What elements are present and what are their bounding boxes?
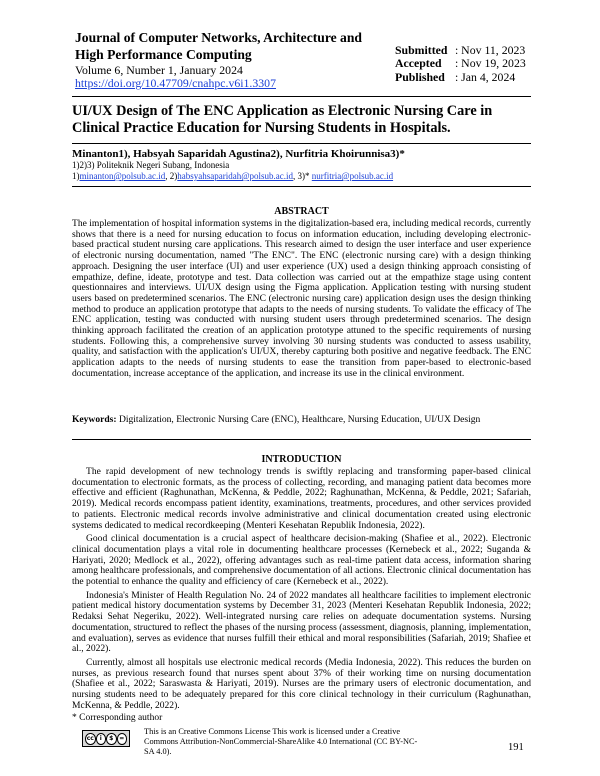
cc-icon: cc	[85, 733, 96, 745]
authors: Minanton1), Habsyah Saparidah Agustina2), Nurfitria Khoirunnisa3)*	[72, 148, 405, 160]
doi-link[interactable]: https://doi.org/10.47709/cnahpc.v6i1.3307	[75, 76, 276, 90]
introduction-heading: INTRODUCTION	[261, 454, 342, 465]
page-number: 191	[508, 742, 524, 753]
license-text: This is an Creative Commons License This work is licensed under a Creative Commons Attribution-NonCommercial-ShareAlike 4.0 International (CC BY-NC-SA 4.0).	[144, 727, 418, 756]
divider	[72, 96, 531, 97]
doi-line	[75, 77, 276, 90]
journal-name: Journal of Computer Networks, Architecture and High Performance Computing	[75, 30, 362, 62]
journal-issue: Volume 6, Number 1, January 2024	[75, 63, 243, 77]
cc-license-badge[interactable]	[82, 730, 130, 747]
accepted-label: Accepted	[395, 56, 442, 71]
email-1-prefix: 1)	[72, 171, 80, 181]
paragraph: Currently, almost all hospitals use electronic medical records (Media Indonesia, 2022). This reduces the burden on nurses, as previous research found that nurses spent about 37% of their working time on nursing documentation (Shafiee et al., 2022; Saraswasta & Hariyati, 2019). Nurses are the primary users of electronic documentation, and nursing students need to be adequately prepared for this core clinical technology in their curriculum (Raghunathan, McKenna, & Peddle, 2022).	[72, 656, 531, 711]
nc-icon: $	[106, 733, 117, 745]
corresponding-author-note: * Corresponding author	[72, 713, 163, 723]
email-3[interactable]: nurfitria@polsub.ac.id	[311, 171, 394, 181]
published-date: : Jan 4, 2024	[454, 69, 516, 84]
email-3-prefix: , 3)*	[293, 171, 310, 181]
submitted-label: Submitted	[395, 43, 448, 57]
accepted-date: : Nov 19, 2023	[454, 56, 526, 71]
email-2-prefix: , 2)	[165, 171, 178, 181]
divider	[72, 143, 531, 144]
keywords	[72, 415, 492, 426]
email-1[interactable]: minanton@polsub.ac.id	[79, 171, 166, 181]
paragraph: Indonesia's Minister of Health Regulation No. 24 of 2022 mandates all healthcare facilities to implement electronic patient medical history documentation systems by December 31, 2023 (Menteri Kesehatan Republik Indonesia, 2022; Redaksi Sehat Negeriku, 2022). Well-integrated nursing care relies on adequate documentation systems. Nursing documentation, structured to reflect the phases of the nursing process (assessment, diagnosis, planning, implementation, and evaluation), serves as evidence that nurses fulfill their ethical and moral responsibilities (Safariah, 2019; Shafiee et al., 2022).	[72, 589, 531, 655]
divider	[72, 439, 531, 440]
keywords-text: Digitalization, Electronic Nursing Care (ENC), Healthcare, Nursing Education, UI/UX Design	[118, 414, 481, 425]
paper-title: UI/UX Design of The ENC Application as Electronic Nursing Care in Clinical Practice Education for Nursing Students in Hospitals.	[72, 103, 493, 136]
keywords-label: Keywords:	[72, 414, 117, 425]
submission-dates	[395, 44, 526, 84]
abstract-text: The implementation of hospital information systems in the digitalization-based era, including medical records, currently shows that there is a need for nursing education to focus on information education, including developing electronic-based practical student nursing care applications. This research aimed to design the user interface and user experience of electronic nursing documentation, named "The ENC". The ENC (electronic nursing care) with a design thinking approach. Designing the user interface (UI) and user experience (UX) used a design thinking approach consisting of empathize, define, ideate, prototype and test. Data collection was carried out at the empathize stage using content questionnaires and interviews. UI/UX design using the Figma application. Application testing with nursing student users based on predetermined scenarios. The ENC (electronic nursing care) application design uses the design thinking method to produce an application prototype that adapts to the needs of nursing students. To validate the efficacy of The ENC application, testing was conducted with nursing student users through predetermined scenarios. The design thinking approach facilitated the creation of an application prototype attuned to the specific requirements of nursing students. Following this, a comprehensive survey involving 30 nursing students was conducted to assess usability, quality, and satisfaction with the application's UI/UX, thereby capturing both positive and negative feedback. The ENC application adapts to the needs of nursing students to ease the transition from paper-based to electronic-based documentation, increase acceptance of the application, and increase its use in the clinical environment.	[72, 218, 531, 379]
submitted-date: : Nov 11, 2023	[454, 43, 526, 57]
author-emails	[72, 171, 393, 182]
paragraph: The rapid development of new technology trends is swiftly replacing and transforming paper-based clinical documentation to electronic formats, as the process of collecting, recording, and managing patient data becomes more effective and efficient (Raghunathan, McKenna, & Peddle, 2022; Raghunathan, McKenna, & Peddle, 2021; Safariah, 2019). Medical records encompass patient identity, examinations, treatments, procedures, and other services provided to patients. Electronic medical records involve administrative and clinical documentation created using electronic systems dedicated to medical recordkeeping (Menteri Kesehatan Republik Indonesia, 2022).	[72, 466, 531, 531]
introduction-body	[72, 467, 531, 714]
abstract-heading: ABSTRACT	[274, 206, 329, 217]
by-icon: i	[96, 733, 107, 745]
sa-icon: =	[117, 733, 128, 745]
paragraph: Good clinical documentation is a crucial aspect of healthcare decision-making (Shafiee et al., 2022). Electronic clinical documentation plays a vital role in documenting healthcare processes (Kernebeck et al., 2022; Suganda & Hariyati, 2020; Medlock et al., 2022), offering advantages such as real-time patient data access, information sharing among healthcare professionals, and comprehensive documentation of all actions. Electronic clinical documentation has the potential to enhance the quality and efficiency of care (Kernebeck et al., 2022).	[72, 533, 531, 588]
email-2[interactable]: habsyahsaparidah@polsub.ac.id	[177, 171, 294, 181]
divider	[72, 186, 531, 187]
affiliation: 1)2)3) Politeknik Negeri Subang, Indonesia	[72, 160, 230, 170]
published-label: Published	[395, 69, 445, 84]
